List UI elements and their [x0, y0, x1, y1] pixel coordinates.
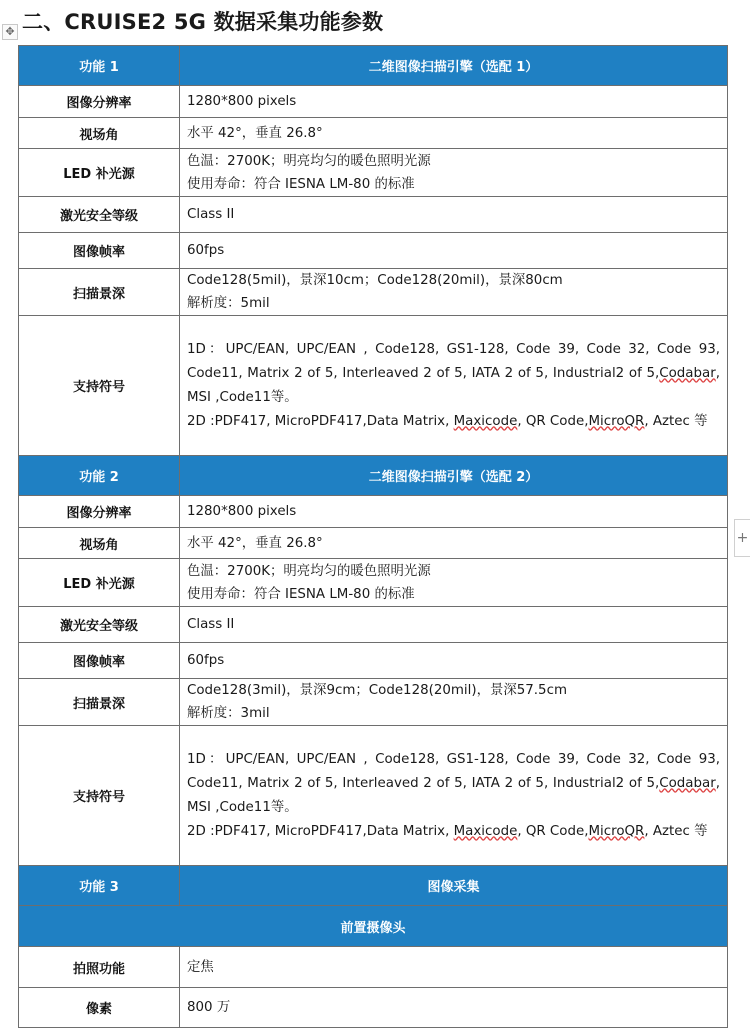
value-text: 1D：UPC/EAN, UPC/EAN , Code128, GS1-128, Code 39, Code 32, Code 93, Code11, Matrix 2 of 5, Interleaved 2 of 5, IATA 2 of 5, Industrial2 of 5, [187, 751, 720, 791]
value-text: , MSI ,Code11等。 [187, 775, 720, 815]
value-paragraph [187, 338, 720, 410]
value-line: 使用寿命：符合 IESNA LM-80 的标准 [187, 586, 415, 602]
section-header-row [19, 866, 728, 906]
value-text: , QR Code, [517, 413, 589, 429]
section-label: 功能 2 [19, 456, 180, 496]
row-value: 1280*800 pixels [180, 496, 728, 528]
row-value: 定焦 [180, 947, 728, 988]
value-text: , QR Code, [517, 823, 589, 839]
row-label: 视场角 [19, 118, 180, 149]
row-value: 水平 42°，垂直 26.8° [180, 528, 728, 559]
row-value: 60fps [180, 233, 728, 269]
table-row [19, 496, 728, 528]
table-row [19, 559, 728, 607]
value-line: 色温：2700K；明亮均匀的暖色照明光源 [187, 153, 431, 169]
row-label: 支持符号 [19, 316, 180, 456]
document-title: 二、CRUISE2 5G 数据采集功能参数 [22, 10, 384, 34]
row-label: 图像帧率 [19, 643, 180, 679]
add-column-icon[interactable]: + [734, 519, 750, 557]
row-value [180, 726, 728, 866]
row-label: 图像分辨率 [19, 86, 180, 118]
table-row [19, 149, 728, 197]
row-label: 图像帧率 [19, 233, 180, 269]
row-label: 拍照功能 [19, 947, 180, 988]
table-row [19, 118, 728, 149]
table-row [19, 197, 728, 233]
subsection-heading: 前置摄像头 [19, 906, 728, 947]
row-value: 60fps [180, 643, 728, 679]
table-row [19, 607, 728, 643]
value-line: Code128(3mil)，景深9cm；Code128(20mil)，景深57.5cm [187, 683, 567, 698]
value-text: 1D：UPC/EAN, UPC/EAN , Code128, GS1-128, Code 39, Code 32, Code 93, Code11, Matrix 2 of 5, Interleaved 2 of 5, IATA 2 of 5, Industrial2 of 5, [187, 341, 720, 381]
row-label: LED 补光源 [19, 149, 180, 197]
table-row [19, 233, 728, 269]
spellcheck-word: MicroQR [588, 413, 645, 429]
value-text: , Aztec 等 [644, 823, 708, 839]
section-heading: 二维图像扫描引擎（选配 2） [180, 456, 728, 496]
value-line: 解析度：3mil [187, 706, 270, 721]
row-label: 扫描景深 [19, 679, 180, 726]
subsection-header-row [19, 906, 728, 947]
row-label: 支持符号 [19, 726, 180, 866]
row-label: 激光安全等级 [19, 197, 180, 233]
row-label: 扫描景深 [19, 269, 180, 316]
table-row [19, 947, 728, 988]
spellcheck-word: Codabar [659, 365, 716, 381]
table-row [19, 528, 728, 559]
row-value: 800 万 [180, 988, 728, 1028]
table-row [19, 316, 728, 456]
value-paragraph [187, 410, 720, 434]
spec-table [18, 45, 728, 1028]
row-value [180, 559, 728, 607]
row-value [180, 316, 728, 456]
row-label: 图像分辨率 [19, 496, 180, 528]
section-header-row [19, 456, 728, 496]
value-text: 2D :PDF417, MicroPDF417,Data Matrix, [187, 823, 454, 839]
row-label: 激光安全等级 [19, 607, 180, 643]
spellcheck-word: Maxicode [453, 413, 518, 429]
value-paragraph [187, 820, 720, 844]
table-row [19, 726, 728, 866]
row-label: 像素 [19, 988, 180, 1028]
spellcheck-word: Codabar [659, 775, 716, 791]
row-value [180, 679, 728, 726]
value-paragraph [187, 748, 720, 820]
table-row [19, 269, 728, 316]
value-line: 解析度：5mil [187, 296, 270, 311]
section-label: 功能 3 [19, 866, 180, 906]
value-text: , Aztec 等 [644, 413, 708, 429]
table-move-handle-icon[interactable]: ✥ [2, 24, 18, 40]
value-line: Code128(5mil)，景深10cm；Code128(20mil)，景深80cm [187, 273, 563, 288]
table-row [19, 679, 728, 726]
row-value: Class II [180, 607, 728, 643]
section-label: 功能 1 [19, 46, 180, 86]
value-line: 色温：2700K；明亮均匀的暖色照明光源 [187, 563, 431, 579]
row-value [180, 269, 728, 316]
table-row [19, 988, 728, 1028]
value-text: , MSI ,Code11等。 [187, 365, 720, 405]
row-value [180, 149, 728, 197]
section-header-row [19, 46, 728, 86]
section-heading: 二维图像扫描引擎（选配 1） [180, 46, 728, 86]
row-label: LED 补光源 [19, 559, 180, 607]
table-row [19, 643, 728, 679]
row-value: 1280*800 pixels [180, 86, 728, 118]
value-line: 使用寿命：符合 IESNA LM-80 的标准 [187, 176, 415, 192]
section-heading: 图像采集 [180, 866, 728, 906]
spellcheck-word: Maxicode [453, 823, 518, 839]
row-value: Class II [180, 197, 728, 233]
row-label: 视场角 [19, 528, 180, 559]
value-text: 2D :PDF417, MicroPDF417,Data Matrix, [187, 413, 454, 429]
row-value: 水平 42°，垂直 26.8° [180, 118, 728, 149]
table-row [19, 86, 728, 118]
spellcheck-word: MicroQR [588, 823, 645, 839]
